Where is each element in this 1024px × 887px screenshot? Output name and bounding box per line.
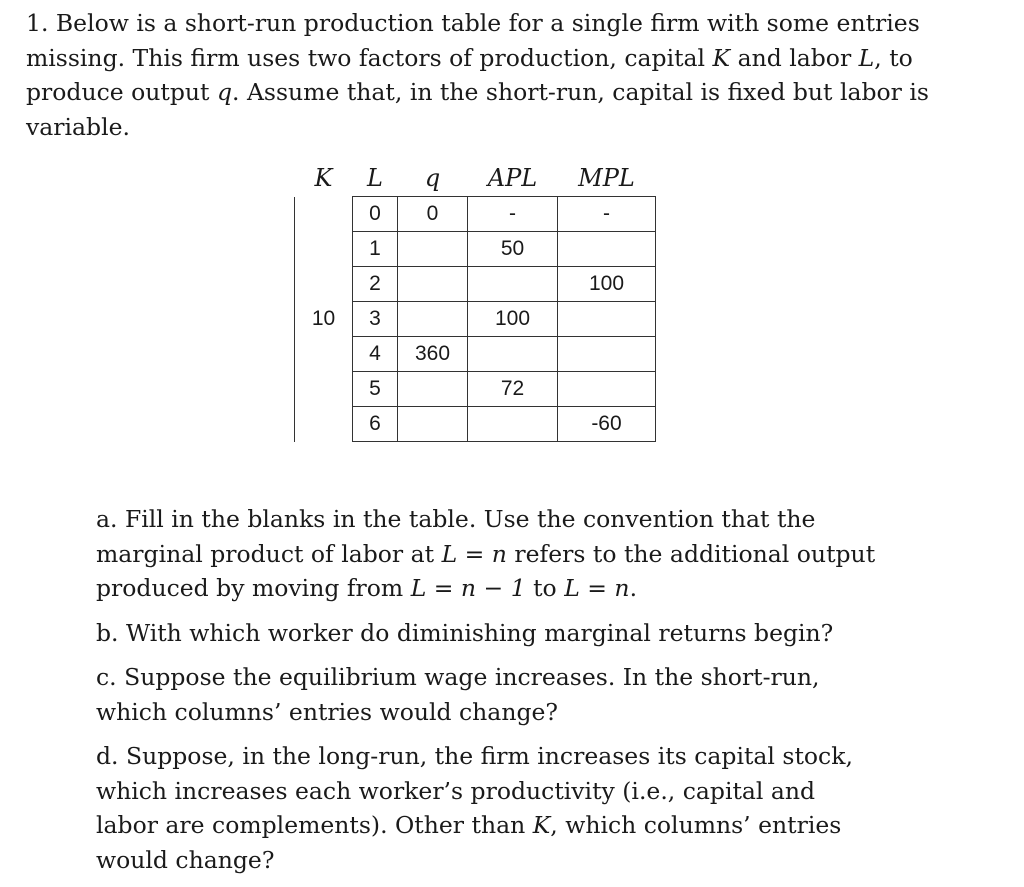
- question-text: .: [629, 574, 638, 602]
- cell-mpl: [558, 232, 656, 267]
- cell-apl: [468, 337, 558, 372]
- question-b: b. With which worker do diminishing marginal returns begin?: [96, 618, 834, 647]
- question-text: , which columns’ entries would change?: [96, 811, 842, 874]
- capital-symbol: K: [532, 811, 551, 839]
- cell-q: [398, 267, 468, 302]
- labor-symbol: L: [858, 43, 875, 72]
- intro-text: . Assume that, in the short-run, capital is fixed but labor is variable.: [26, 78, 929, 141]
- cell-q: [398, 232, 468, 267]
- cell-apl: 50: [468, 232, 558, 267]
- cell-l: 2: [353, 267, 398, 302]
- cell-mpl: -: [558, 197, 656, 232]
- cell-l: 6: [353, 407, 398, 442]
- cell-q: [398, 407, 468, 442]
- cell-q: [398, 372, 468, 407]
- problem-intro: [26, 6, 946, 144]
- cell-apl: -: [468, 197, 558, 232]
- cell-apl: 72: [468, 372, 558, 407]
- intro-text: Below is a short-run production table for a single firm with some entries missing. This firm uses two factors of production, capital: [26, 9, 920, 72]
- production-table: [294, 160, 656, 442]
- question-text: refers to the additional output produced by moving from: [96, 539, 876, 602]
- cell-q: 360: [398, 337, 468, 372]
- table-header-row: [295, 160, 656, 197]
- question-d: [96, 739, 876, 877]
- cell-apl: [468, 407, 558, 442]
- cell-l: 5: [353, 372, 398, 407]
- cell-mpl: [558, 337, 656, 372]
- header-q: q: [424, 164, 441, 192]
- cell-q: [398, 302, 468, 337]
- intro-text: and labor: [730, 43, 859, 72]
- question-list: [96, 502, 876, 887]
- cell-l: 3: [353, 302, 398, 337]
- math-expression: L = n − 1: [410, 574, 526, 602]
- cell-l: 4: [353, 337, 398, 372]
- cell-mpl: -60: [558, 407, 656, 442]
- math-expression: L = n: [564, 574, 630, 602]
- header-apl: APL: [487, 164, 538, 192]
- question-a: [96, 502, 876, 606]
- cell-mpl: 100: [558, 267, 656, 302]
- cell-apl: [468, 267, 558, 302]
- header-k: K: [314, 164, 333, 193]
- intro-text: , to produce output: [26, 43, 913, 106]
- question-text: d. Suppose, in the long-run, the firm increases its capital stock, which increases each worker’s productivity (i.e., capital and labor are complements). Other than: [96, 742, 853, 839]
- math-expression: L = n: [441, 539, 507, 568]
- header-l: L: [367, 164, 383, 192]
- question-c: c. Suppose the equilibrium wage increases. In the short-run, which columns’ entries would change?: [96, 663, 820, 726]
- k-value-cell: 10: [295, 197, 353, 442]
- cell-apl: 100: [468, 302, 558, 337]
- cell-l: 1: [353, 232, 398, 267]
- output-symbol: q: [216, 78, 233, 106]
- question-text: to: [525, 574, 565, 602]
- cell-q: 0: [398, 197, 468, 232]
- question-text: a. Fill in the blanks in the table. Use the convention that the marginal product of labor at: [96, 505, 816, 568]
- problem-number: 1.: [26, 9, 49, 37]
- table-row: [295, 197, 656, 232]
- cell-l: 0: [353, 197, 398, 232]
- cell-mpl: [558, 302, 656, 337]
- capital-symbol: K: [712, 43, 731, 72]
- header-mpl: MPL: [578, 164, 635, 192]
- cell-mpl: [558, 372, 656, 407]
